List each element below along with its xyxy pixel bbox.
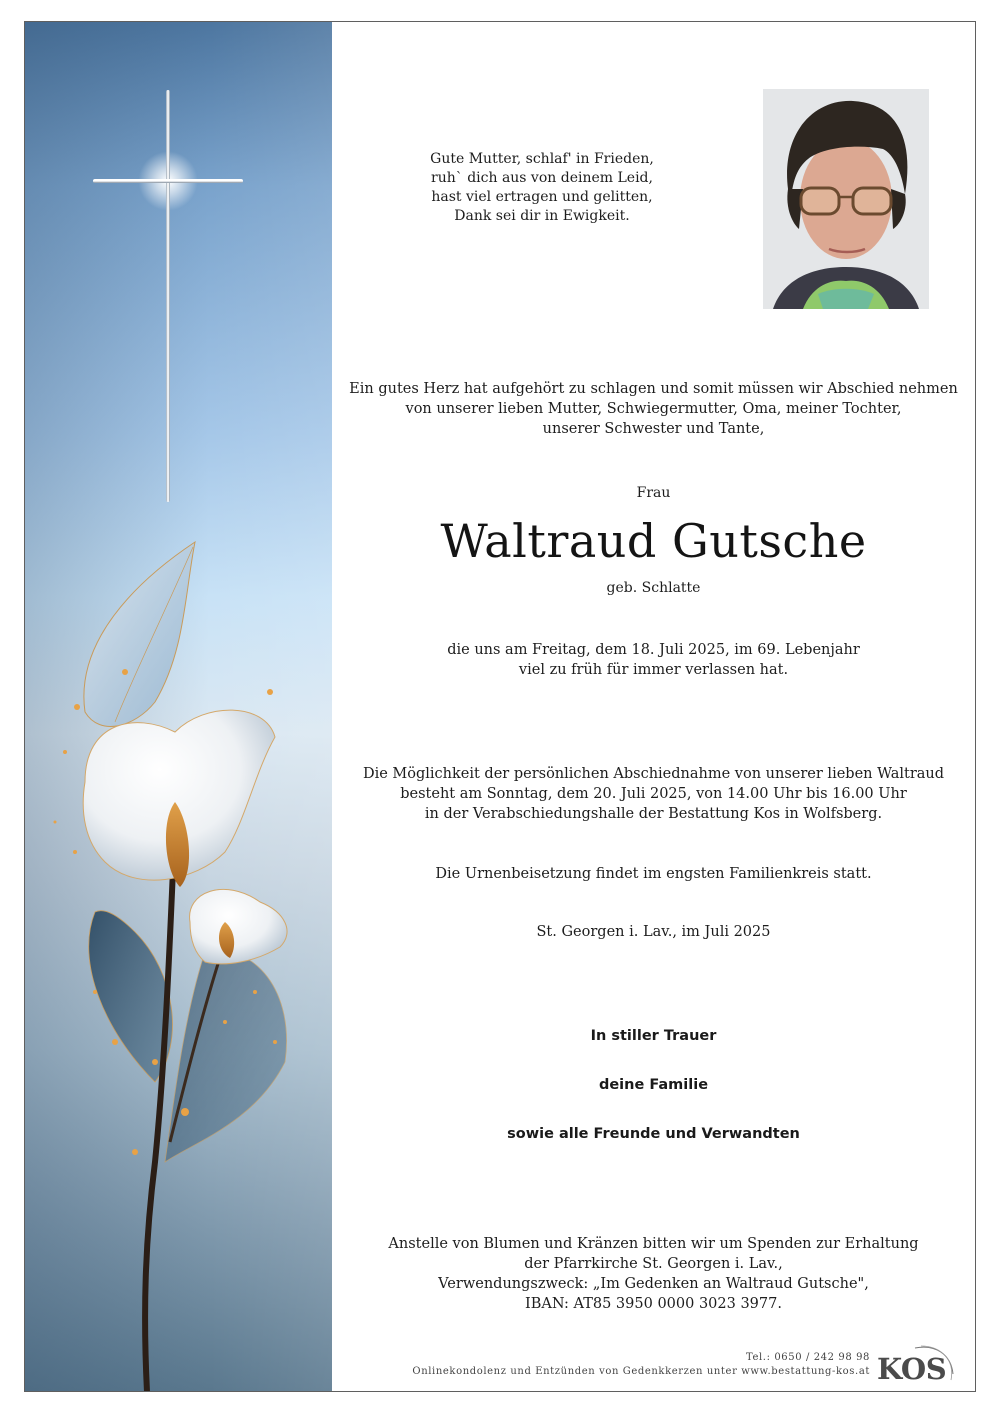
signature-mourning: In stiller Trauer [590, 1028, 717, 1044]
farewell-line: Die Möglichkeit der persönlichen Abschiednahme von unserer lieben Waltraud [362, 766, 945, 782]
farewell-line: besteht am Sonntag, dem 20. Juli 2025, von 14.00 Uhr bis 16.00 Uhr [400, 786, 907, 802]
farewell-line: in der Verabschiedungshalle der Bestattung Kos in Wolfsberg. [424, 806, 883, 822]
donation-line: der Pfarrkirche St. Georgen i. Lav., [524, 1256, 783, 1272]
farewell-info [332, 764, 975, 824]
poem [392, 150, 692, 226]
decorative-side-panel [25, 22, 332, 1391]
salutation: Frau [636, 485, 671, 501]
intro-line: unserer Schwester und Tante, [542, 421, 765, 437]
intro-text [332, 379, 975, 439]
intro-line: von unserer lieben Mutter, Schwiegermutter, Oma, meiner Tochter, [405, 401, 902, 417]
place-and-date: St. Georgen i. Lav., im Juli 2025 [536, 924, 771, 940]
poem-line: ruh` dich aus von deinem Leid, [431, 170, 653, 186]
poem-line: Gute Mutter, schlaf' in Frieden, [430, 151, 654, 167]
cross-icon [166, 90, 170, 502]
logo-text: KOS [877, 1352, 947, 1386]
online-condolence-link[interactable]: Onlinekondolenz und Entzünden von Gedenkkerzen unter www.bestattung-kos.at [412, 1366, 870, 1377]
calla-lily-icon [25, 522, 332, 1391]
death-notice [332, 640, 975, 680]
birth-name: geb. Schlatte [606, 580, 701, 596]
donation-request [332, 1234, 975, 1314]
portrait-photo [763, 89, 929, 309]
intro-line: Ein gutes Herz hat aufgehört zu schlagen und somit müssen wir Abschied nehmen [349, 381, 958, 397]
signature-friends: sowie alle Freunde und Verwandten [507, 1126, 800, 1142]
donation-line: Anstelle von Blumen und Kränzen bitten wir um Spenden zur Erhaltung [388, 1236, 919, 1252]
funeral-home-phone: Tel.: 0650 / 242 98 98 [745, 1352, 870, 1363]
obituary-frame [24, 21, 976, 1392]
poem-line: hast viel ertragen und gelitten, [431, 189, 653, 205]
death-notice-line: viel zu früh für immer verlassen hat. [518, 662, 789, 678]
poem-line: Dank sei dir in Ewigkeit. [454, 208, 630, 224]
death-notice-line: die uns am Freitag, dem 18. Juli 2025, im 69. Lebenjahr [447, 642, 860, 658]
donation-line: Verwendungszweck: „Im Gedenken an Waltraud Gutsche", [438, 1276, 869, 1292]
urn-burial-note: Die Urnenbeisetzung findet im engsten Familienkreis statt. [435, 866, 872, 882]
signature-family: deine Familie [598, 1077, 709, 1093]
person-portrait-icon [763, 89, 929, 309]
donation-line: IBAN: AT85 3950 0000 3023 3977. [525, 1296, 782, 1312]
obituary-content [332, 22, 975, 1391]
deceased-name: Waltraud Gutsche [440, 514, 867, 568]
cross-icon-bar [93, 179, 243, 183]
kos-logo [877, 1344, 957, 1384]
